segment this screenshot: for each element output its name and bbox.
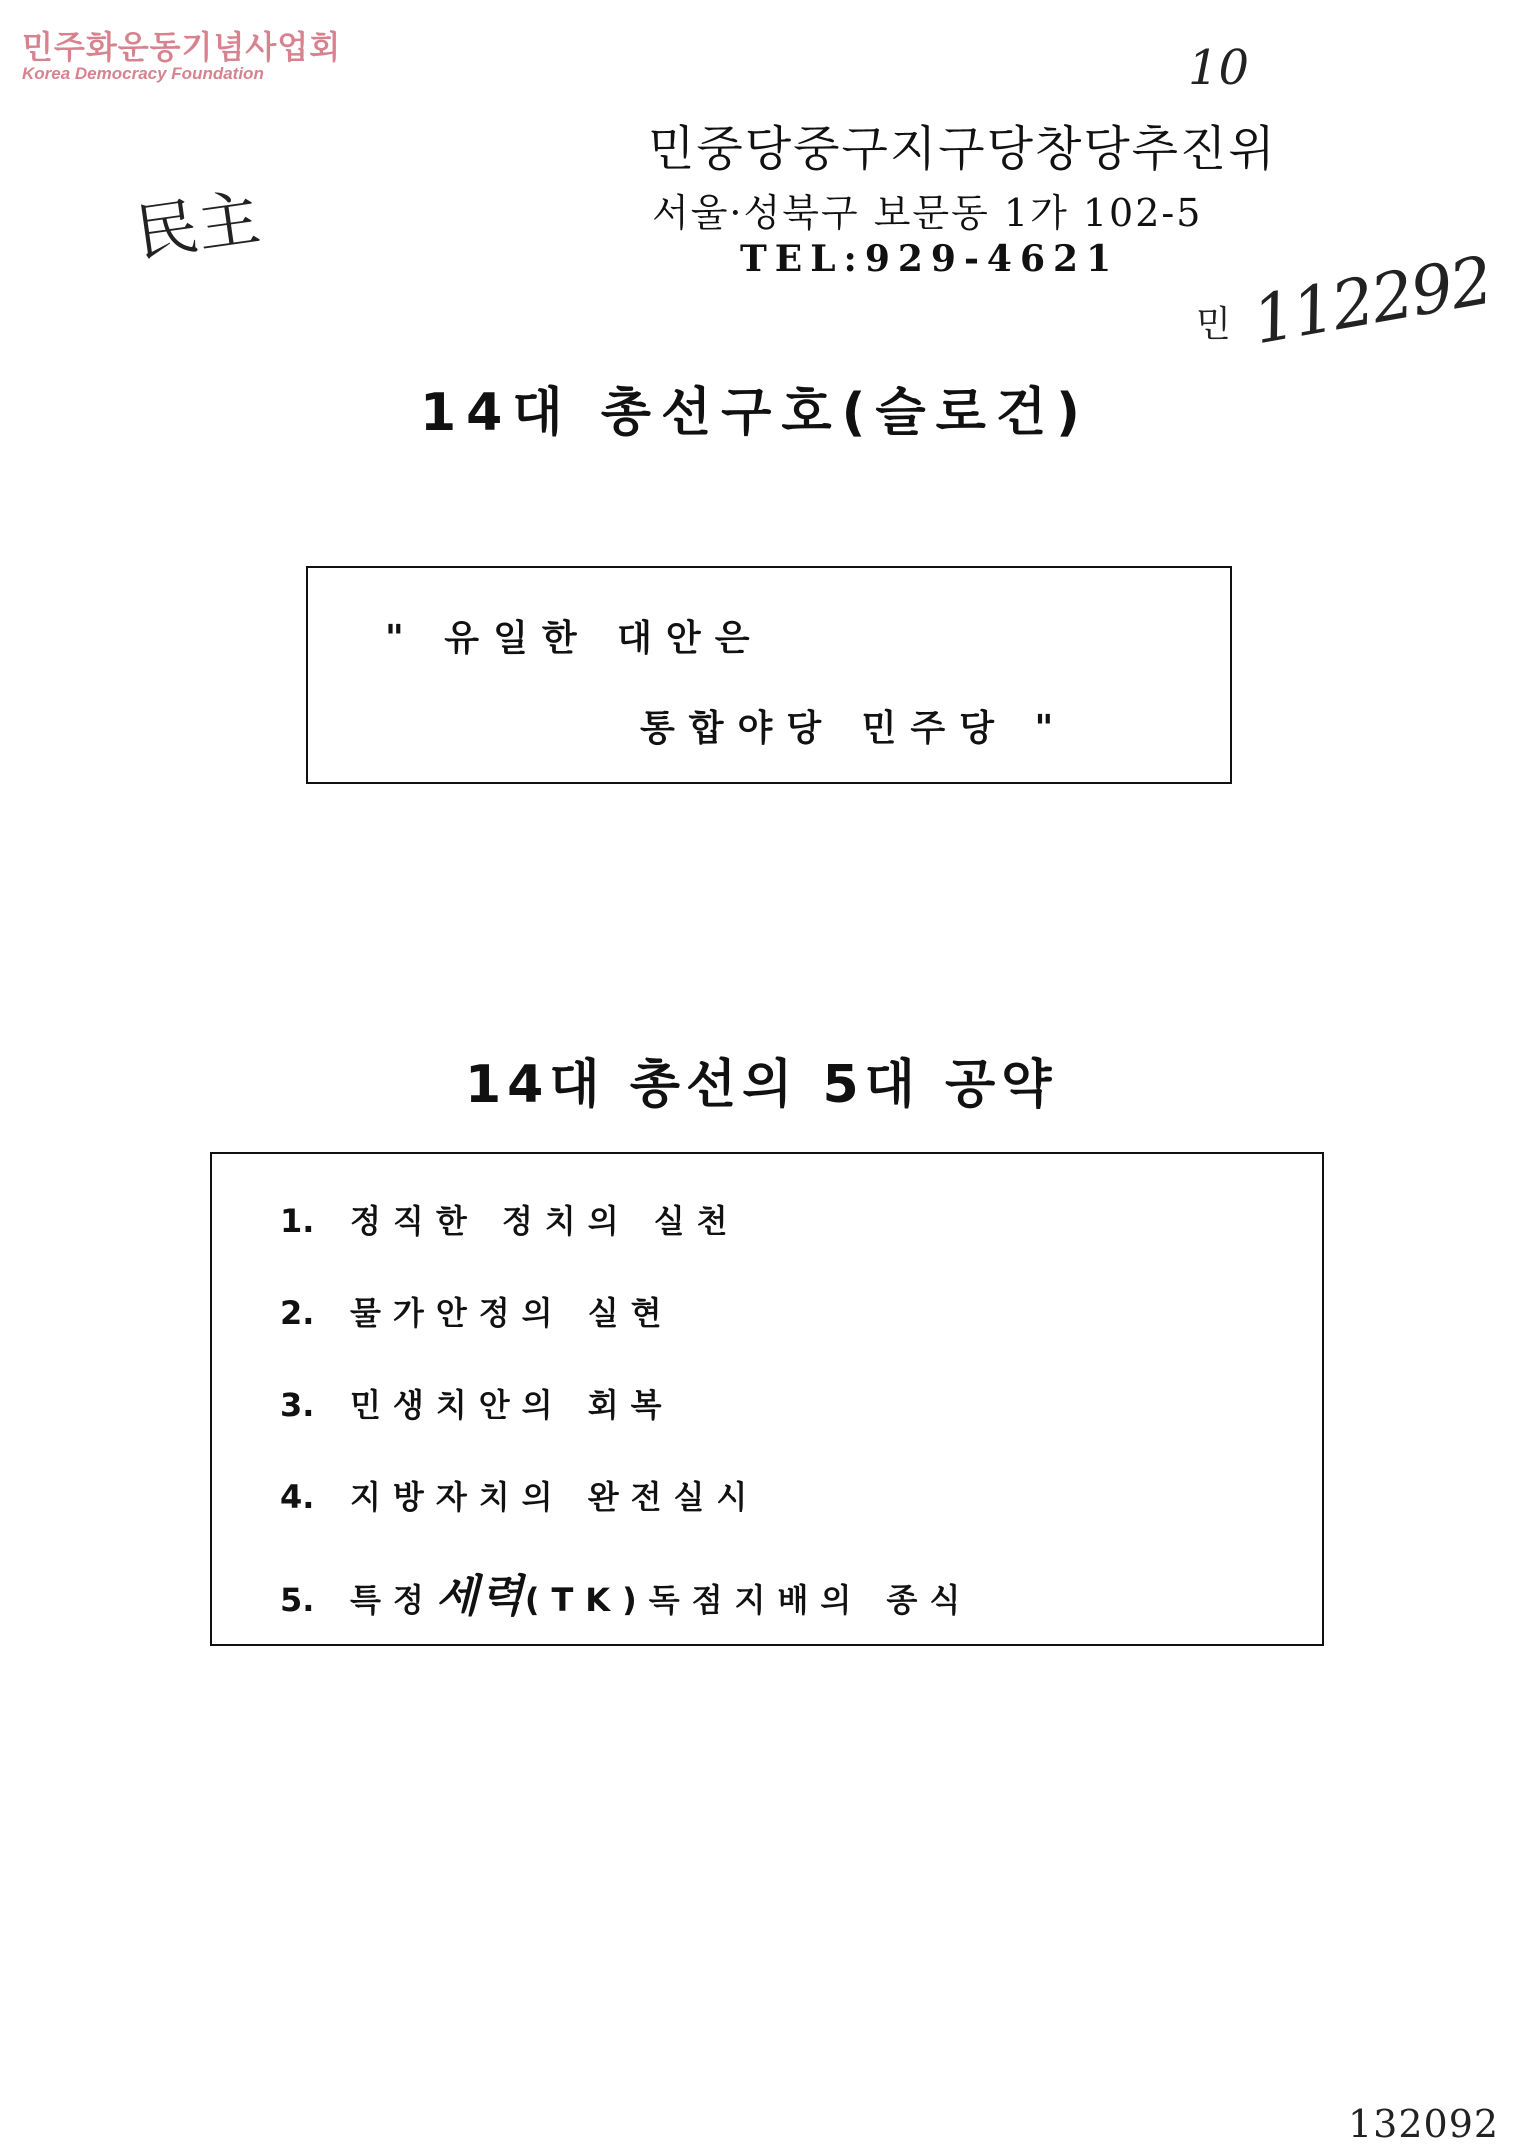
letterhead-organization: 민중당중구지구당창당추진위: [648, 121, 1277, 177]
handwritten-doc-prefix: 민: [1196, 304, 1231, 345]
pledge-handwritten-insert: 세력: [435, 1571, 525, 1622]
slogan-line-1: " 유일한 대안은: [385, 618, 764, 659]
pledge-number: 3.: [280, 1386, 315, 1424]
slogan-box: [306, 566, 1232, 784]
pledge-text: 지방자치의 완전실시: [350, 1478, 760, 1516]
handwritten-bottom-number: 132092: [1348, 2102, 1500, 2146]
handwritten-doc-number: 112292: [1247, 241, 1497, 360]
pledge-item: [280, 1380, 674, 1426]
pledge-number: 2.: [280, 1294, 315, 1332]
letterhead-address: 서울·성북구 보문동 1가 102-5: [652, 191, 1203, 235]
pledge-item: [280, 1560, 972, 1624]
handwritten-page-number: 10: [1188, 40, 1250, 96]
pledge-text-after: (TK)독점지배의 종식: [524, 1581, 973, 1619]
pledges-heading: 14대 총선의 5대 공약: [465, 1055, 1058, 1115]
pledge-item: [280, 1288, 674, 1334]
watermark-korean: 민주화운동기념사업회: [22, 28, 342, 66]
pledge-text: 정직한 정치의 실천: [350, 1202, 740, 1240]
pledge-number: 4.: [280, 1478, 315, 1516]
letterhead-tel: TEL:929-4621: [740, 238, 1120, 280]
pledge-number: 1.: [280, 1202, 315, 1240]
slogan-line-2: 통합야당 민주당 ": [640, 708, 1068, 749]
pledge-item: [280, 1196, 740, 1242]
slogan-heading: 14대 총선구호(슬로건): [420, 383, 1090, 443]
pledge-text-before: 특정: [350, 1581, 436, 1619]
pledge-text: 민생치안의 회복: [350, 1386, 674, 1424]
watermark-english: Korea Democracy Foundation: [22, 64, 264, 83]
pledge-number: 5.: [280, 1581, 315, 1619]
pledge-text: 물가안정의 실현: [350, 1294, 674, 1332]
handwritten-minju: 民主: [131, 180, 265, 271]
pledge-item: [280, 1472, 759, 1518]
